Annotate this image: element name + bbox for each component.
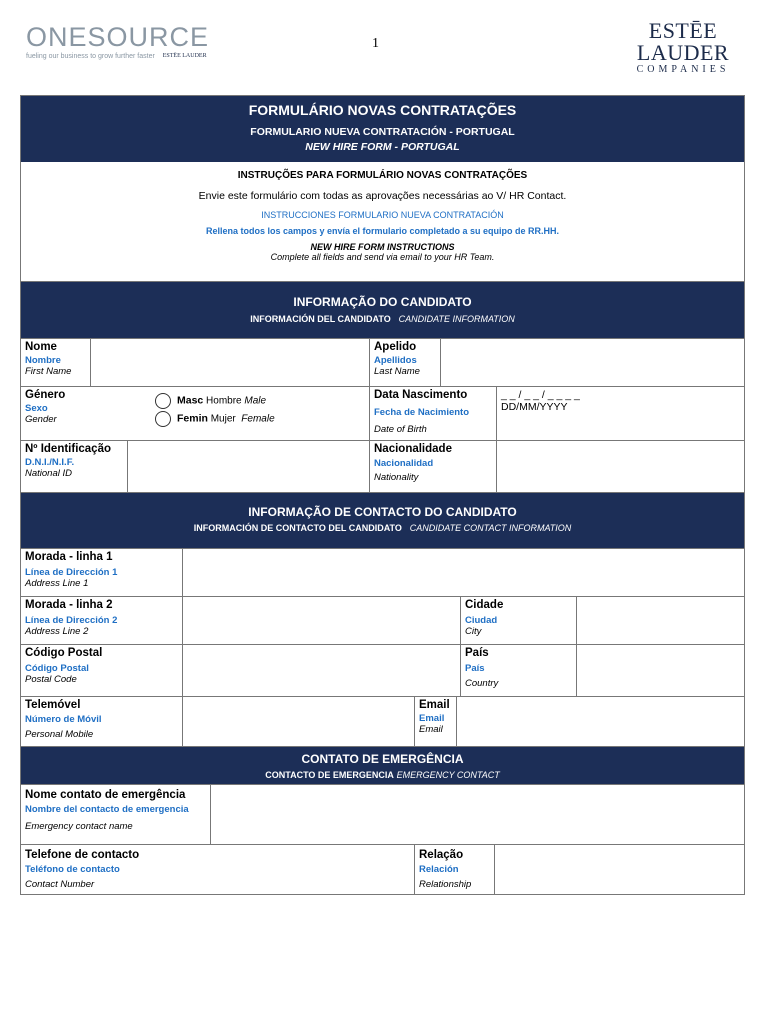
- country-field[interactable]: [577, 645, 744, 696]
- nationality-field[interactable]: [497, 441, 744, 492]
- city-field[interactable]: [577, 597, 744, 644]
- candidate-band-en: CANDIDATE INFORMATION: [398, 314, 515, 324]
- instructions-text-en: Complete all fields and send via email to your HR Team.: [270, 252, 495, 262]
- contact-band-es: INFORMACIÓN DE CONTACTO DEL CANDIDATO: [193, 523, 402, 533]
- instructions-text-pt: Envie este formulário com todas as aprovações necessárias ao V/ HR Contact.: [198, 190, 567, 202]
- emergency-contact-band: [21, 746, 744, 784]
- onesource-logo: [26, 22, 210, 66]
- candidate-info-band: [21, 282, 744, 338]
- address2-label: Morada - linha 2 Línea de Dirección 2 Address Line 2: [21, 597, 183, 644]
- onesource-wordmark: ONESOURCE: [26, 22, 210, 52]
- gender-option-male[interactable]: Masc Hombre Male: [155, 393, 275, 409]
- dob-field[interactable]: [497, 387, 744, 440]
- email-field[interactable]: [457, 697, 744, 746]
- gender-options: [155, 389, 275, 438]
- male-radio[interactable]: [155, 393, 171, 409]
- postal-code-field[interactable]: [183, 645, 461, 696]
- candidate-band-es: INFORMACIÓN DEL CANDIDATO: [250, 314, 391, 324]
- name-row: [21, 338, 744, 386]
- emergency-phone-label: Telefone de contacto Teléfono de contacto Contact Number: [21, 845, 415, 894]
- estee-lauder-companies-logo: ESTĒE LAUDER COMPANIES: [636, 18, 730, 75]
- address2-row: [21, 596, 744, 644]
- female-radio[interactable]: [155, 411, 171, 427]
- form-title-pt: FORMULÁRIO NOVAS CONTRATAÇÕES: [248, 102, 517, 118]
- onesource-tagline: fueling our business to grow further faster: [26, 53, 155, 60]
- emergency-band-en: EMERGENCY CONTACT: [396, 770, 500, 780]
- dob-mask: _ _ / _ _ / _ _ _ _: [501, 389, 580, 401]
- postal-code-label: Código Postal Código Postal Postal Code: [21, 645, 183, 696]
- form-title-es: FORMULARIO NUEVA CONTRATACIÓN - PORTUGAL: [250, 126, 515, 138]
- emergency-band-pt: CONTATO DE EMERGÊNCIA: [301, 752, 464, 766]
- emergency-phone-row: [21, 844, 744, 894]
- mobile-label: Telemóvel Número de Móvil Personal Mobile: [21, 697, 183, 746]
- relationship-label: Relação Relación Relationship: [415, 845, 495, 894]
- instructions-title-es: INSTRUCCIONES FORMULARIO NUEVA CONTRATACIÓN: [261, 210, 504, 220]
- candidate-band-pt: INFORMAÇÃO DO CANDIDATO: [293, 295, 472, 309]
- page-header: [0, 0, 770, 90]
- city-label: Cidade Ciudad City: [461, 597, 577, 644]
- new-hire-form: [20, 95, 745, 895]
- relationship-field[interactable]: [495, 845, 744, 894]
- dob-label: Data Nascimento Fecha de Nacimiento Date of Birth: [370, 387, 497, 440]
- gender-label: Género Sexo Gender: [25, 389, 66, 425]
- first-name-label: Nome Nombre First Name: [21, 339, 91, 386]
- last-name-field[interactable]: [441, 339, 744, 386]
- last-name-label: Apelido Apellidos Last Name: [370, 339, 441, 386]
- nationality-label: Nacionalidade Nacionalidad Nationality: [370, 441, 497, 492]
- instructions-section: [21, 162, 744, 282]
- instructions-title-pt: INSTRUÇÕES PARA FORMULÁRIO NOVAS CONTRATAÇÕES: [237, 170, 528, 181]
- national-id-label: Nº Identificação D.N.I./N.I.F. National ID: [21, 441, 128, 492]
- contact-band-en: CANDIDATE CONTACT INFORMATION: [409, 523, 572, 533]
- title-band: [21, 96, 744, 162]
- first-name-field[interactable]: [91, 339, 370, 386]
- address1-label: Morada - linha 1 Línea de Dirección 1 Address Line 1: [21, 549, 183, 596]
- address1-row: [21, 548, 744, 596]
- mobile-field[interactable]: [183, 697, 415, 746]
- instructions-text-es: Rellena todos los campos y envía el formulario completado a su equipo de RR.HH.: [205, 226, 560, 236]
- id-nationality-row: [21, 440, 744, 492]
- emergency-name-field[interactable]: [211, 785, 744, 844]
- emergency-band-es: CONTACTO DE EMERGENCIA: [265, 770, 394, 780]
- emergency-name-row: [21, 784, 744, 844]
- form-title-en: NEW HIRE FORM - PORTUGAL: [305, 141, 460, 153]
- instructions-title-en: NEW HIRE FORM INSTRUCTIONS: [310, 242, 455, 252]
- address1-field[interactable]: [183, 549, 744, 596]
- emergency-name-label: Nome contato de emergência Nombre del contacto de emergencia Emergency contact name: [21, 785, 211, 844]
- page-number: 1: [372, 36, 379, 51]
- dob-format: DD/MM/YYYY: [501, 401, 568, 413]
- gender-dob-row: [21, 386, 744, 440]
- country-label: País País Country: [461, 645, 577, 696]
- postal-country-row: [21, 644, 744, 696]
- gender-option-female[interactable]: Femin Mujer Female: [155, 411, 275, 427]
- address2-field[interactable]: [183, 597, 461, 644]
- estee-lauder-mini-logo: ESTĒE LAUDER: [162, 53, 207, 60]
- contact-band-pt: INFORMAÇÃO DE CONTACTO DO CANDIDATO: [248, 505, 517, 519]
- mobile-email-row: [21, 696, 744, 746]
- contact-info-band: [21, 492, 744, 548]
- email-label: Email Email Email: [415, 697, 457, 746]
- national-id-field[interactable]: [128, 441, 370, 492]
